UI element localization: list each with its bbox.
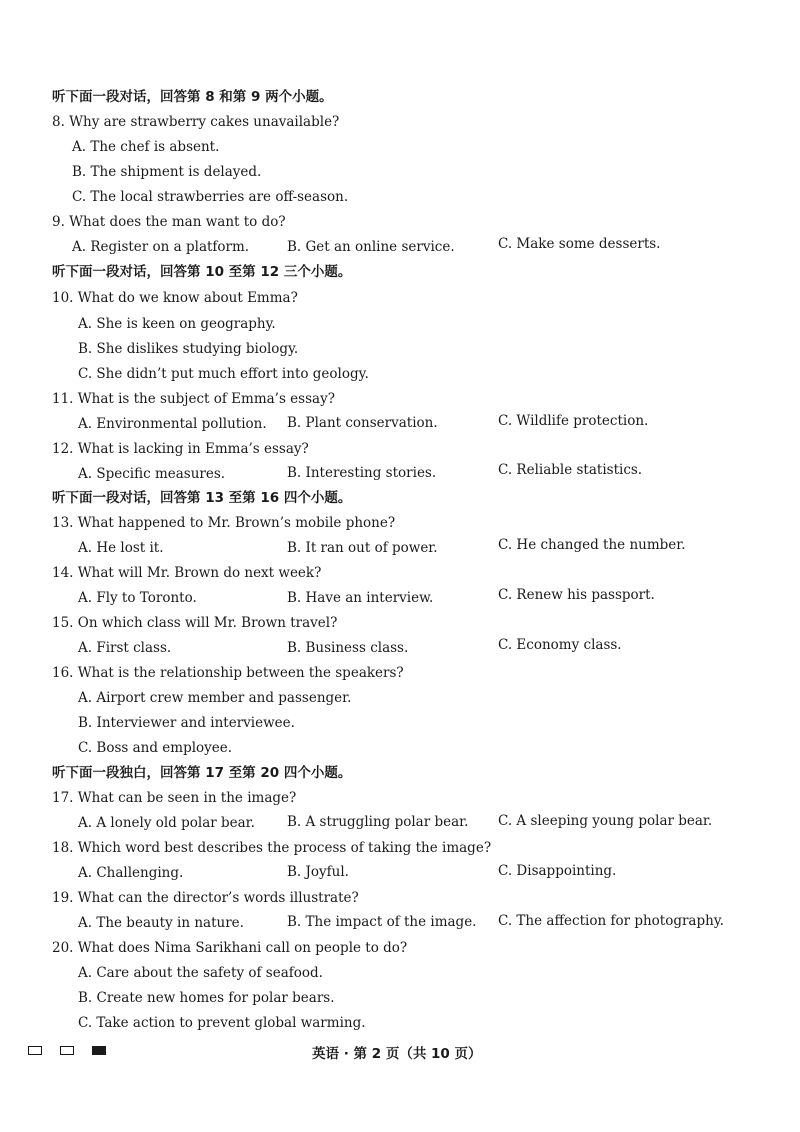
option-b: B. She dislikes studying biology.: [78, 341, 299, 357]
option-a: A. Care about the safety of seafood.: [78, 965, 323, 981]
question-stem: 20. What does Nima Sarikhani call on people to do?: [52, 940, 408, 956]
option-a: A. First class.: [78, 640, 172, 656]
option-c: C. Economy class.: [498, 637, 622, 653]
option-c: C. A sleeping young polar bear.: [498, 813, 713, 829]
option-c: C. Disappointing.: [498, 863, 617, 879]
option-b: B. Interesting stories.: [287, 465, 437, 481]
question-stem: 19. What can the director’s words illustrate?: [52, 890, 359, 906]
option-a: A. She is keen on geography.: [78, 316, 276, 332]
footer-marker-filled: [92, 1046, 106, 1055]
option-c: C. Make some desserts.: [498, 236, 661, 252]
option-c: C. Wildlife protection.: [498, 413, 649, 429]
question-stem: 11. What is the subject of Emma’s essay?: [52, 391, 335, 407]
option-b: B. Have an interview.: [287, 590, 434, 606]
question-stem: 15. On which class will Mr. Brown travel?: [52, 615, 338, 631]
section-heading: 听下面一段独白，回答第 17 至第 20 四个小题。: [52, 765, 352, 781]
option-b: B. Create new homes for polar bears.: [78, 990, 335, 1006]
option-c: C. He changed the number.: [498, 537, 686, 553]
option-a: A. A lonely old polar bear.: [78, 815, 255, 831]
option-c: C. Reliable statistics.: [498, 462, 643, 478]
option-a: A. The chef is absent.: [72, 139, 220, 155]
option-b: B. Interviewer and interviewee.: [78, 715, 295, 731]
option-a: A. Airport crew member and passenger.: [78, 690, 352, 706]
option-a: A. Environmental pollution.: [78, 416, 267, 432]
section-heading: 听下面一段对话，回答第 13 至第 16 四个小题。: [52, 490, 352, 506]
question-stem: 9. What does the man want to do?: [52, 214, 286, 230]
question-stem: 16. What is the relationship between the speakers?: [52, 665, 404, 681]
option-a: A. Fly to Toronto.: [78, 590, 197, 606]
option-c: C. The affection for photography.: [498, 913, 724, 929]
question-stem: 12. What is lacking in Emma’s essay?: [52, 441, 309, 457]
option-b: B. Plant conservation.: [287, 415, 438, 431]
question-stem: 14. What will Mr. Brown do next week?: [52, 565, 322, 581]
section-heading: 听下面一段对话，回答第 10 至第 12 三个小题。: [52, 264, 352, 280]
option-b: B. Joyful.: [287, 864, 349, 880]
option-b: B. The impact of the image.: [287, 914, 477, 930]
question-stem: 17. What can be seen in the image?: [52, 790, 297, 806]
option-c: C. She didn’t put much effort into geology.: [78, 366, 369, 382]
footer-marker-empty-2: [60, 1046, 74, 1055]
section-heading: 听下面一段对话，回答第 8 和第 9 两个小题。: [52, 89, 333, 105]
option-a: A. The beauty in nature.: [78, 915, 244, 931]
option-a: A. He lost it.: [78, 540, 164, 556]
option-a: A. Register on a platform.: [72, 239, 250, 255]
page-number-label: 英语 · 第 2 页（共 10 页）: [312, 1046, 482, 1062]
option-b: B. It ran out of power.: [287, 540, 438, 556]
question-stem: 18. Which word best describes the process of taking the image?: [52, 840, 492, 856]
footer-marker-empty-1: [28, 1046, 42, 1055]
option-b: B. A struggling polar bear.: [287, 814, 469, 830]
option-c: C. Boss and employee.: [78, 740, 233, 756]
option-c: C. Take action to prevent global warming.: [78, 1015, 366, 1031]
option-b: B. The shipment is delayed.: [72, 164, 262, 180]
option-a: A. Challenging.: [78, 865, 184, 881]
option-c: C. The local strawberries are off-season.: [72, 189, 349, 205]
option-b: B. Get an online service.: [287, 239, 455, 255]
option-c: C. Renew his passport.: [498, 587, 655, 603]
option-b: B. Business class.: [287, 640, 409, 656]
question-stem: 10. What do we know about Emma?: [52, 290, 298, 306]
option-a: A. Specific measures.: [78, 466, 226, 482]
question-stem: 13. What happened to Mr. Brown’s mobile phone?: [52, 515, 396, 531]
question-stem: 8. Why are strawberry cakes unavailable?: [52, 114, 340, 130]
